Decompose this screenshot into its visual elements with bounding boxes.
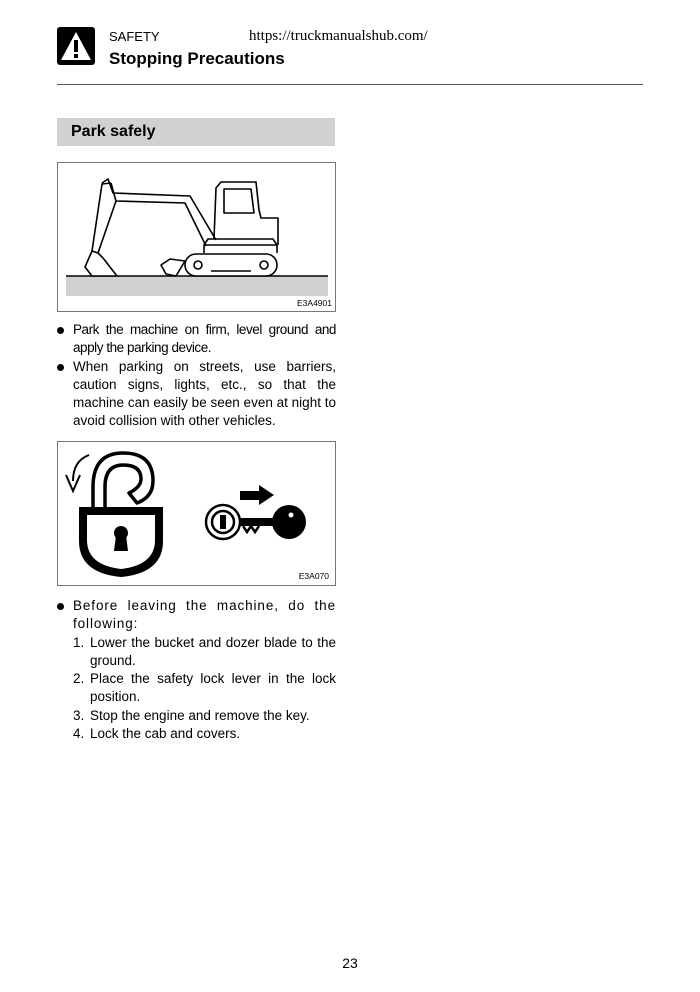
list-item: Park the machine on firm, level ground and apply the parking device.	[57, 321, 336, 358]
subheading-text: Park safely	[71, 123, 156, 140]
list-item: Before leaving the machine, do the following:	[57, 597, 336, 634]
step-item: 3. Stop the engine and remove the key.	[73, 707, 310, 723]
subheading-bar	[57, 118, 335, 146]
list-item: When parking on streets, use barriers, caution signs, lights, etc., so that the machine can easily be seen even at night to avoid collision with other vehicles.	[57, 358, 336, 431]
excavator-figure	[57, 162, 336, 312]
figure-code: E3A4901	[297, 298, 332, 308]
steps-list	[57, 634, 336, 744]
instructions-list	[57, 321, 336, 431]
figure-code: E3A070	[298, 571, 329, 581]
key-icon	[203, 482, 313, 562]
page-title: Stopping Precautions	[109, 49, 285, 68]
leaving-instructions	[57, 597, 336, 743]
section-label: SAFETY	[109, 29, 160, 44]
header-divider	[57, 84, 643, 85]
bullet-icon	[57, 603, 64, 610]
source-url: https://truckmanualshub.com/	[249, 28, 428, 44]
bullet-icon	[57, 327, 64, 334]
padlock-icon	[61, 445, 181, 585]
bullet-icon	[57, 364, 64, 371]
step-item: 2. Place the safety lock lever in the lock position.	[73, 671, 336, 705]
step-item: 4. Lock the cab and covers.	[73, 726, 241, 742]
warning-triangle-icon	[57, 27, 95, 65]
page-number: 23	[342, 955, 358, 971]
step-item: 1. Lower the bucket and dozer blade to the ground.	[73, 634, 336, 668]
excavator-illustration	[58, 163, 335, 311]
lock-key-figure	[57, 441, 336, 586]
